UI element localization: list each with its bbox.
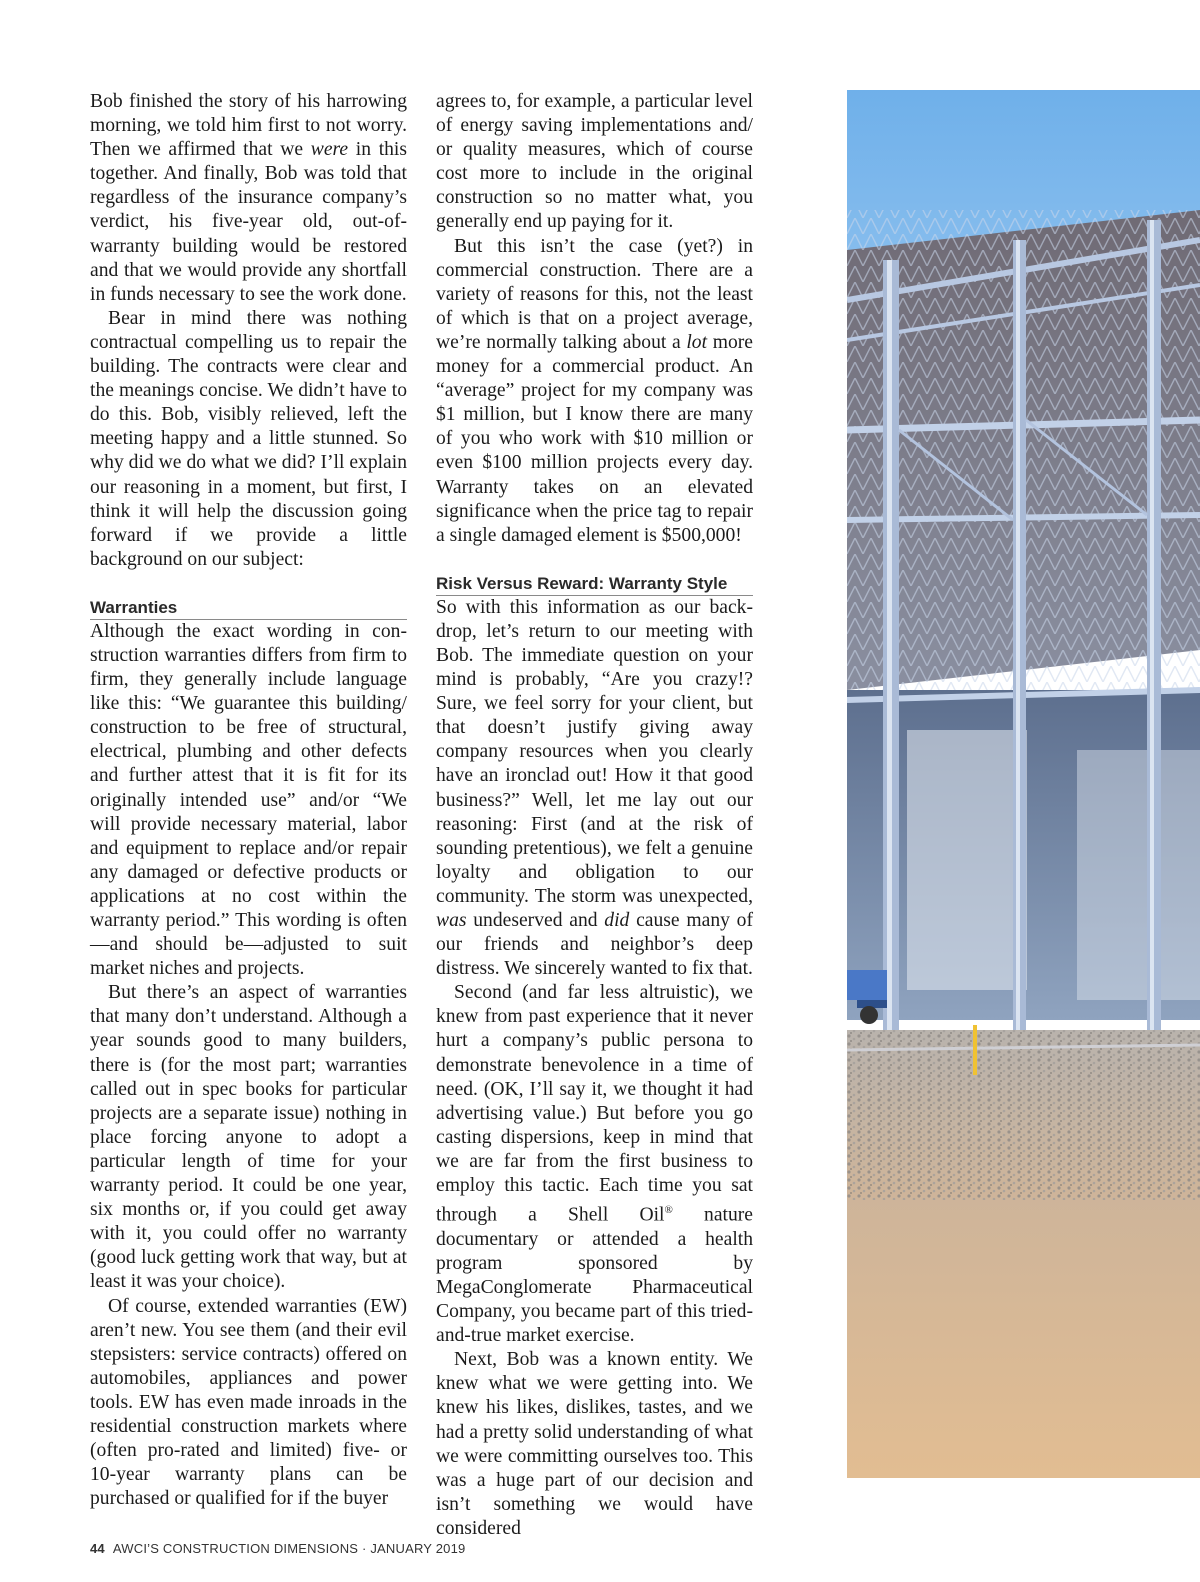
paragraph: agrees to, for example, a particular level of energy saving implementations and/ or quality measures, which of course cost more to include in the original construction so no matter what, you generally end up paying for it. (436, 91, 753, 233)
construction-site-photo (847, 90, 1200, 1478)
page-number: 44 (90, 1541, 105, 1556)
section-heading-risk-versus-reward: Risk Versus Reward: Warranty Style (436, 572, 753, 596)
paragraph: Next, Bob was a known entity. We knew what we were getting into. We knew his likes, dislikes, tastes, and we had a pretty solid understanding of what we were committing ourselves too. This was a huge part of our decision and isn’t something we would have considered (436, 1349, 753, 1539)
paragraph: Bear in mind there was nothing contractual compelling us to repair the building. The contracts were clear and the meanings concise. We didn’t have to do this. Bob, visibly relieved, left the meeting happy and a little stunned. So why did we do what we did? I’ll explain our reasoning in a moment, but first, I think it will help the discussion going forward if we provide a little background on our subject: (90, 307, 407, 570)
paragraph: Of course, extended warranties (EW) aren’t new. You see them (and their evil stepsisters: service contracts) offered on automobiles, appliances and power tools. EW has even made inroads in the residential construction markets where (often pro-rated and limited) five- or 10-year warranty plans can be purchased or qualified for if the buyer (90, 1295, 407, 1510)
paragraph: But there’s an aspect of warranties that many don’t understand. Although a year sounds good to many builders, there is (for the most part; warranties called out in spec books for particular projects are a separate issue) nothing in place forcing anyone to adopt a particular length of time for your warranty period. It could be one year, six months or, if you could get away with it, you could offer no warranty (good luck getting work that way, but at least it was your choice). (90, 982, 407, 1293)
paragraph: Second (and far less altruistic), we knew from past experience that it never hurt a company’s public persona to demonstrate benevolence in a time of need. (OK, I’ll say it, we thought it had advertising value.) But before you go casting dispersions, keep in mind that we are far from the first business to employ this tactic. Each time you sat through a Shell Oil® nature documentary or attended a health program sponsored by MegaConglomerate Pharmaceutical Company, you became part of this tried-and-true market exercise. (436, 982, 753, 1347)
paragraph: But this isn’t the case (yet?) in commercial construction. There are a variety of reasons for this, not the least of which is that on a project average, we’re normally talking about a lot more money for a commercial product. An “average” project for my company was $1 million, but I know there are many of you who work with $10 million or even $100 million projects every day. Warranty takes on an elevated significance when the price tag to repair a single damaged element is $500,000! (436, 235, 753, 546)
middle-column (436, 90, 753, 1541)
left-column (90, 90, 407, 1511)
paragraph: Bob finished the story of his harrowing morning, we told him first to not worry. Then we affirmed that we were in this together. And finally, Bob was told that regardless of the insurance company’s verdict, his five-year old, out-of-warranty building would be restored and that we would provide any shortfall in funds necessary to see the work done. (90, 91, 407, 305)
paragraph: So with this information as our backdrop, let’s return to our meeting with Bob. The immediate question on your mind is probably, “Are you crazy!? Sure, we feel sorry for your client, but that doesn’t justify giving away company resources when you clearly have an ironclad out! How it that good business?” Well, let me lay out our reasoning: First (and at the risk of sounding pretentious), we felt a genuine loyalty and obligation to our community. The storm was unexpected, was undeserved and did cause many of our friends and neighbor’s deep distress. We sincerely wanted to fix that. (436, 596, 753, 980)
publication-name: AWCI’S CONSTRUCTION DIMENSIONS · JANUARY 2019 (112, 1541, 466, 1556)
section-heading-warranties: Warranties (90, 596, 407, 620)
paragraph: Although the exact wording in construction warranties differs from firm to firm, they generally include language like this: “We guarantee this building/ construction to be free of structural, electrical, plumbing and other defects and further attest that it is fit for its originally intended use” and/or “We will provide necessary material, labor and equipment to replace and/or repair any damaged or defective products or applications at no cost within the warranty period.” This wording is often—and should be—adjusted to suit market niches and projects. (90, 620, 407, 980)
page-footer (90, 1541, 465, 1556)
steel-frame-illustration (847, 90, 1200, 1478)
